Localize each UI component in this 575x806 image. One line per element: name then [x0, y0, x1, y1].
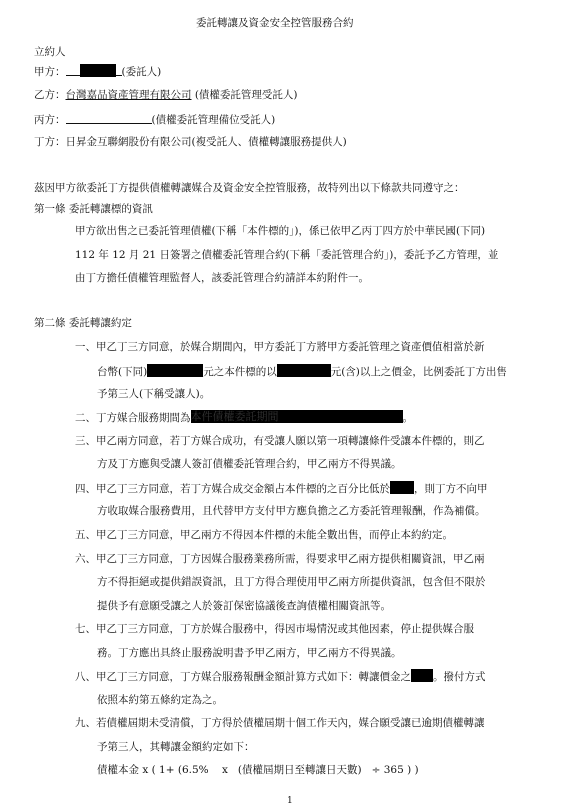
article-1-title: 第一條 委託轉讓標的資訊 [34, 203, 153, 215]
clause-1-amount-redaction [147, 364, 203, 377]
clause-4-line-1 [75, 481, 488, 496]
party-d-line: 丁方：日昇金互聯網股份有限公司(複受託人、債權轉讓服務提供人) [34, 136, 347, 148]
party-c-line [34, 112, 275, 127]
clause-6-line-2: 方不得拒絕或提供錯誤資訊，且丁方得合理使用甲乙兩方所提供資訊，包含但不限於 [97, 576, 486, 588]
article-1-line-3: 由丁方擔任債權管理監督人，該委託管理合約請詳本約附件一。 [75, 272, 369, 284]
clause-8-line-2: 依照本約第五條約定為之。 [97, 694, 223, 706]
clause-3-line-2: 方及丁方應與受讓人簽訂債權委託管理合約，甲乙兩方不得異議。 [97, 458, 402, 470]
clause-3-line-1: 三、甲乙兩方同意，若丁方媒合成功，有受讓人願以第一項轉讓條件受讓本件標的，則乙 [75, 435, 485, 447]
clause-2-period-redaction: 本件債權委託期間 [191, 410, 403, 423]
party-b-line [34, 88, 298, 102]
party-c-suffix: (債權委託管理備位受託人) [151, 114, 276, 126]
party-b-name: 台灣嘉品資產管理有限公司 [65, 89, 192, 101]
clause-9-line-1: 九、若債權屆期未受清償，丁方得於債權屆期十個工作天內，媒合願受讓已逾期債權轉讓 [75, 717, 485, 729]
clause-4-text: 四、甲乙丁三方同意，若丁方媒合成交金額占本件標的之百分比低於 [75, 483, 390, 495]
clause-1-line-3: 予第三人(下稱受讓人)。 [97, 388, 211, 400]
intro-paragraph: 茲因甲方欲委託丁方提供債權轉讓媒合及資金安全控管服務，故特列出以下條款共同遵守之： [34, 182, 465, 194]
clause-5-line: 五、甲乙丁三方同意，甲乙兩方不得因本件標的未能全數出售，而停止本約約定。 [75, 529, 453, 541]
party-c-prefix: 丙方： [34, 114, 66, 126]
clause-1-line-2 [97, 364, 507, 379]
clause-8-text-2: 。撥付方式 [433, 671, 486, 683]
article-2-title: 第二條 委託轉讓約定 [34, 317, 132, 329]
party-b-suffix: (債權委託管理受託人) [191, 89, 298, 101]
party-a-line [34, 64, 161, 79]
clause-4-percent-redaction [390, 481, 414, 494]
clause-7-line-2: 務。丁方應出具終止服務說明書予甲乙兩方，甲乙兩方不得異議。 [97, 647, 402, 659]
article-1-line-1: 甲方欲出售之已委託管理債權(下稱「本件標的」)，係已依甲乙丙丁四方於中華民國(下同) [75, 225, 486, 237]
clause-8-fee-redaction [411, 669, 433, 682]
clause-9-formula: 債權本金 x ( 1+ (6.5% x (債權屆期日至轉讓日天數) ÷ 365 ) ) [97, 764, 419, 776]
clause-4-line-2: 方收取媒合服務費用，且代替甲方支付甲方應負擔之乙方委託管理報酬，作為補償。 [97, 505, 486, 517]
party-a-blank [66, 64, 80, 76]
clause-4-text-2: ，則丁方不向甲 [414, 483, 488, 495]
clause-2-line [75, 410, 413, 425]
clause-6-line-1: 六、甲乙丁三方同意，丁方因媒合服務業務所需，得要求甲乙兩方提供相關資訊，甲乙兩 [75, 553, 485, 565]
parties-heading: 立約人 [34, 46, 66, 58]
clause-7-line-1: 七、甲乙丁三方同意，丁方於媒合服務中，得因市場情況或其他因素，停止提供媒合服 [75, 623, 474, 635]
party-a-prefix: 甲方： [34, 66, 66, 78]
clause-2-text: 二、丁方媒合服務期間為 [75, 412, 191, 424]
clause-1-line-1: 一、甲乙丁三方同意，於媒合期間內，甲方委託丁方將甲方委託管理之資產價值相當於新 [75, 341, 485, 353]
clause-1-price-label: 元(含)以上之價金，比例委託丁方出售 [330, 366, 507, 378]
clause-6-line-3: 提供予有意願受讓之人於簽訂保密協議後查詢債權相關資訊等。 [97, 600, 391, 612]
page-number: 1 [287, 796, 293, 806]
clause-2-end: 。 [402, 412, 413, 424]
clause-9-line-2: 予第三人，其轉讓金額約定如下： [97, 741, 255, 753]
clause-8-line-1 [75, 669, 486, 684]
clause-1-currency-label: 台幣(下同) [97, 366, 148, 378]
party-b-prefix: 乙方： [34, 89, 66, 101]
clause-1-asset-label: 元之本件標的以 [203, 366, 277, 378]
document-title: 委託轉讓及資金安全控管服務合約 [196, 17, 354, 29]
article-1-line-2: 112 年 12 月 21 日簽署之債權委託管理合約(下稱「委託管理合約」)，委託予乙方管理，並 [75, 249, 499, 261]
party-c-blank [66, 112, 152, 124]
party-a-suffix: (委託人) [121, 66, 162, 78]
clause-8-text: 八、甲乙丁三方同意，丁方媒合服務報酬金額計算方式如下：轉讓價金之 [75, 671, 411, 683]
party-a-redaction [80, 64, 116, 77]
clause-1-price-redaction [277, 364, 331, 377]
